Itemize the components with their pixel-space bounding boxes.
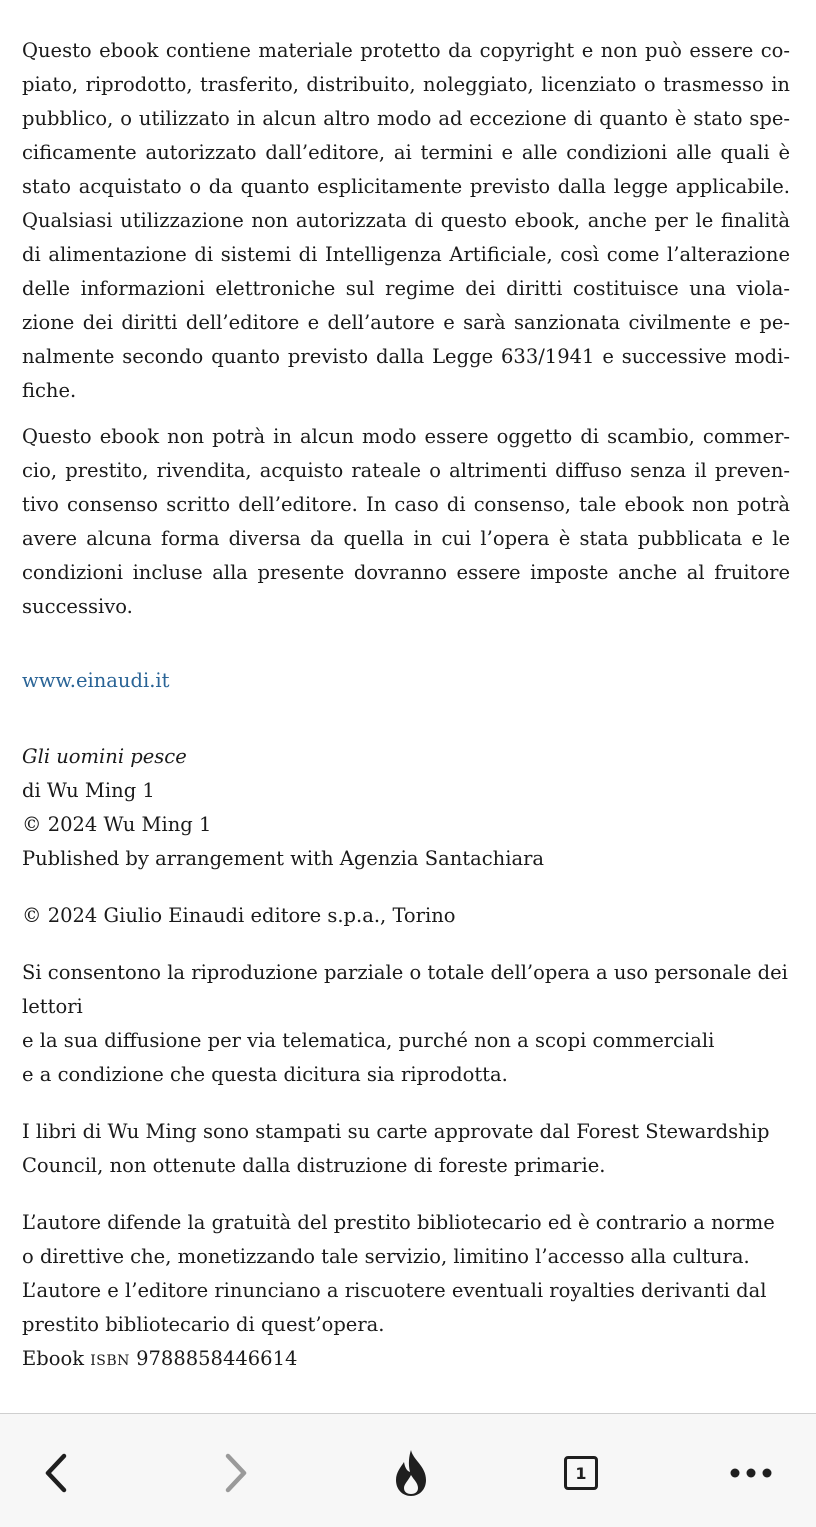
publisher-copyright: © 2024 Giulio Einaudi editore s.p.a., Torino [22, 904, 456, 927]
page-count-icon [564, 1456, 598, 1490]
forward-button[interactable] [201, 1438, 271, 1508]
isbn-line [22, 1342, 790, 1378]
isbn-number: 9788858446614 [136, 1347, 298, 1370]
reproduction-block [22, 956, 790, 1092]
back-button[interactable] [21, 1438, 91, 1508]
lending-line: o direttive che, monetizzando tale servizio, limitino l’accesso alla cultura. [22, 1245, 750, 1268]
chevron-left-icon [41, 1451, 71, 1495]
lending-block [22, 1206, 790, 1378]
reader-page [22, 34, 790, 1378]
paper-line: I libri di Wu Ming sono stampati su carte approvate dal Forest Stewardship [22, 1120, 770, 1143]
paper-block [22, 1115, 790, 1183]
reproduction-line: e la sua diffusione per via telematica, purché non a scopi commerciali [22, 1029, 715, 1052]
lending-line: L’autore difende la gratuità del prestito bibliotecario ed è contrario a norme [22, 1211, 775, 1234]
reproduction-line: e a condizione che questa dicitura sia riprodotta. [22, 1063, 508, 1086]
flame-icon [390, 1448, 432, 1498]
book-title: Gli uomini pesce [22, 745, 187, 768]
chevron-right-icon [221, 1451, 251, 1495]
copyright-paragraph: Questo ebook contiene materiale protetto da copyright e non può essere copiato, riprodotto, trasferito, distribuito, noleggiato, licenziato o trasmesso in pubblico, o utilizzato in alcun altro modo ad eccezione di quanto è stato specificamente autorizzato dall’editore, ai termini e alle condizioni alle quali è stato acquistato o da quanto esplicitamente previsto dalla legge applicabile. Qualsiasi utilizzazione non autorizzata di questo ebook, anche per le finalità di alimentazione di sistemi di Intelligenza Artificiale, così come l’alterazione delle informazioni elettroniche sul regime dei diritti costituisce una violazione dei diritti dell’editore e dell’autore e sarà sanzionata civilmente e penalmente secondo quanto previsto dalla Legge 633/1941 e successive modifiche. [22, 39, 790, 402]
author-line: di Wu Ming 1 [22, 779, 155, 802]
reproduction-line: Si consentono la riproduzione parziale o totale dell’opera a uso personale dei lettori [22, 961, 788, 1018]
author-copyright: © 2024 Wu Ming 1 [22, 813, 212, 836]
bottom-toolbar [0, 1413, 816, 1527]
more-button[interactable] [716, 1438, 786, 1508]
publisher-link[interactable]: www.einaudi.it [22, 669, 170, 692]
lending-line: L’autore e l’editore rinunciano a riscuotere eventuali royalties derivanti dal [22, 1279, 767, 1302]
credits-block [22, 740, 790, 876]
arrangement-line: Published by arrangement with Agenzia Santachiara [22, 847, 545, 870]
lending-line: prestito bibliotecario di quest’opera. [22, 1313, 385, 1336]
popular-highlights-button[interactable] [376, 1438, 446, 1508]
publisher-copyright-block [22, 899, 790, 933]
ebook-label: Ebook [22, 1347, 85, 1370]
paper-line: Council, non ottenute dalla distruzione di foreste primarie. [22, 1154, 606, 1177]
isbn-label: ISBN [90, 1353, 130, 1369]
usage-paragraph: Questo ebook non potrà in alcun modo essere oggetto di scambio, commercio, prestito, rivendita, acquisto rateale o altrimenti diffuso senza il preventivo consenso scritto dell’editore. In caso di consenso, tale ebook non potrà avere alcuna forma diversa da quella in cui l’opera è stata pubblicata e le condizioni incluse alla presente dovranno essere imposte anche al fruitore successivo. [22, 425, 790, 618]
page-count: 1 [575, 1463, 587, 1483]
more-icon [729, 1467, 773, 1479]
page-count-button[interactable] [546, 1438, 616, 1508]
